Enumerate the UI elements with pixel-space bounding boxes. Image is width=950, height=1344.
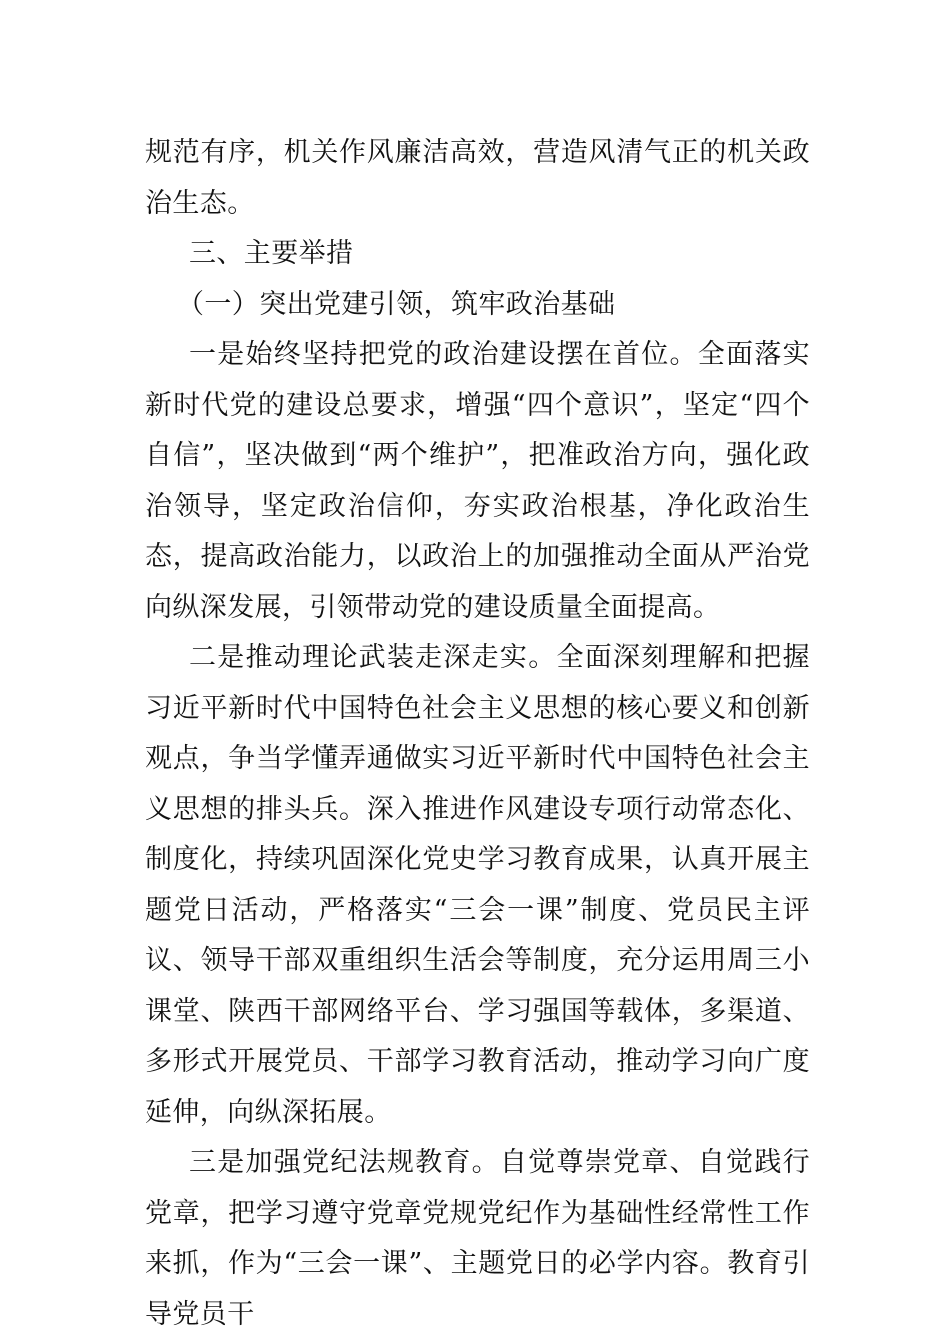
subsection-heading: （一）突出党建引领，筑牢政治基础 — [177, 288, 616, 320]
paragraph-political-construction: 一是始终坚持把党的政治建设摆在首位。全面落实新时代党的建设总要求，增强“四个意识”，坚定“四个自信”，坚决做到“两个维护”，把准政治方向，强化政治领导，坚定政治信仰，夯实政治根基，净化政治生态，提高政治能力，以政治上的加强推动全面从严治党向纵深发展，引领带动党的建设质量全面提高。 — [145, 339, 810, 623]
paragraph-continuation: 规范有序，机关作风廉洁高效，营造风清气正的机关政治生态。 — [145, 137, 810, 219]
paragraph-theory-study: 二是推动理论武装走深走实。全面深刻理解和把握习近平新时代中国特色社会主义思想的核心要义和创新观点，争当学懂弄通做实习近平新时代中国特色社会主义思想的排头兵。深入推进作风建设专项行动常态化、制度化，持续巩固深化党史学习教育成果，认真开展主题党日活动，严格落实“三会一课”制度、党员民主评议、领导干部双重组织生活会等制度，充分运用周三小课堂、陕西干部网络平台、学习强国等载体，多渠道、多形式开展党员、干部学习教育活动，推动学习向广度延伸，向纵深拓展。 — [145, 642, 810, 1128]
document-body — [145, 128, 810, 1340]
section-heading: 三、主要举措 — [189, 238, 354, 269]
paragraph-discipline-education: 三是加强党纪法规教育。自觉尊崇党章、自觉践行党章，把学习遵守党章党规党纪作为基础性经常性工作来抓，作为“三会一课”、主题党日的必学内容。教育引导党员干 — [145, 1147, 810, 1330]
